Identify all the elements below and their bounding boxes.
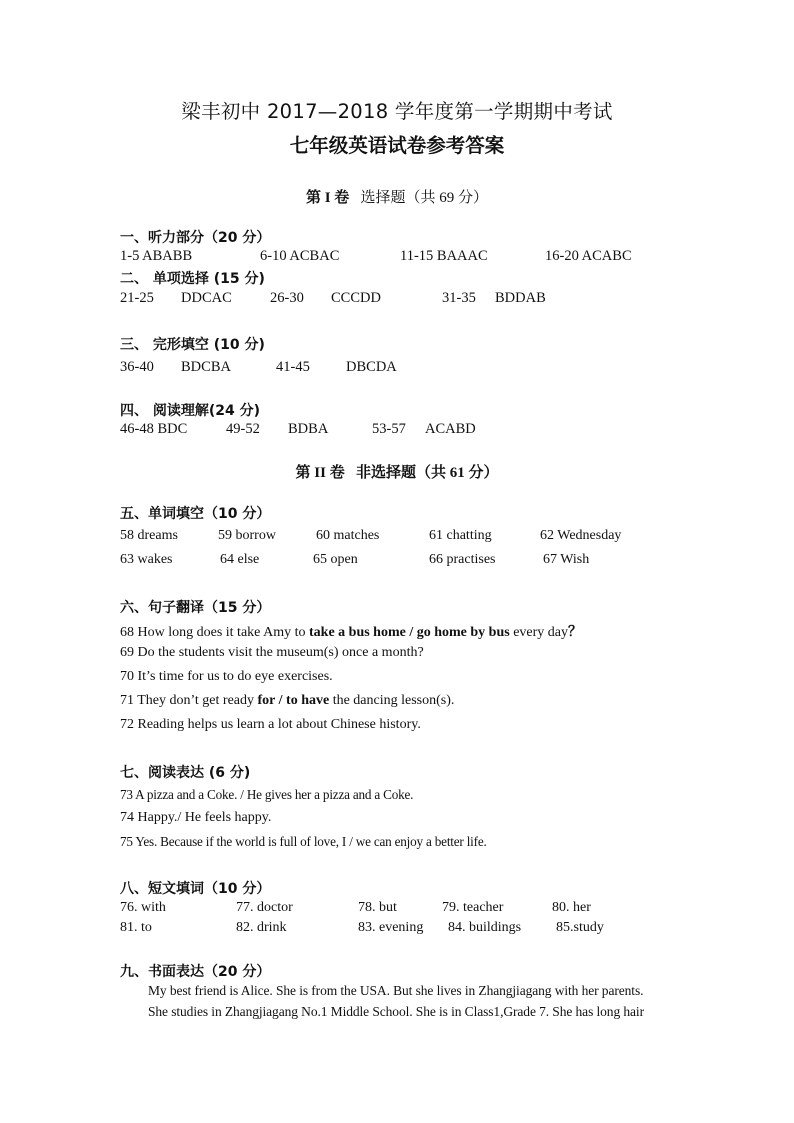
answer-item: 85.study <box>556 920 604 935</box>
answer-group: 6-10 ACBAC <box>260 248 340 264</box>
answer-range: 26-30 <box>270 290 304 306</box>
answer-item: 83. evening <box>358 920 424 935</box>
part-two-title: 非选择题（共 61 分） <box>355 465 499 481</box>
answer-range: 49-52 <box>226 421 260 437</box>
section-heading-multiple-choice: 二、 单项选择 (15 分) <box>120 271 265 287</box>
answer-item: 63 wakes <box>120 552 173 567</box>
answer-group: 16-20 ACABC <box>545 248 632 264</box>
translation-answer-72: 72 Reading helps us learn a lot about Chinese history. <box>120 717 421 732</box>
answer-item: 78. but <box>358 900 397 915</box>
answer-group: 11-15 BAAAC <box>400 248 488 264</box>
essay-line: She studies in Zhangjiagang No.1 Middle School. She is in Class1,Grade 7. She has long hair <box>148 1004 644 1019</box>
answer-range: 31-35 <box>442 290 476 306</box>
answer-item: 80. her <box>552 900 591 915</box>
answer-item: 81. to <box>120 920 152 935</box>
expression-answer-74: 74 Happy./ He feels happy. <box>120 810 272 825</box>
answer-range: 53-57 <box>372 421 406 437</box>
answer-key-phrase: take a bus home / go home by bus <box>309 625 510 640</box>
answer-text: 71 They don’t get ready <box>120 693 258 708</box>
answer-letters: ACABD <box>425 421 476 437</box>
answer-letters: DDCAC <box>181 290 232 306</box>
answer-group: 1-5 ABABB <box>120 248 193 264</box>
part-one-title: 选择题（共 69 分） <box>360 190 489 206</box>
answer-item: 61 chatting <box>429 528 492 543</box>
section-heading-reading-expression: 七、阅读表达 (6 分) <box>120 765 251 781</box>
translation-answer-68 <box>120 621 582 641</box>
answer-item: 82. drink <box>236 920 287 935</box>
answer-letters: BDDAB <box>495 290 546 306</box>
answer-text: every day <box>509 625 569 640</box>
document-subtitle: 七年级英语试卷参考答案 <box>289 134 505 157</box>
answer-text: the dancing lesson(s). <box>329 693 455 708</box>
section-heading-listening: 一、听力部分（20 分） <box>120 230 271 246</box>
translation-answer-69: 69 Do the students visit the museum(s) once a month? <box>120 645 424 660</box>
answer-item: 77. doctor <box>236 900 293 915</box>
answer-group: 46-48 BDC <box>120 421 188 437</box>
answer-item: 60 matches <box>316 528 380 543</box>
expression-answer-73: 73 A pizza and a Coke. / He gives her a pizza and a Coke. <box>120 787 414 802</box>
section-heading-cloze: 三、 完形填空 (10 分) <box>120 337 265 353</box>
part-one-label: 第 I 卷 <box>305 190 350 206</box>
part-two-label: 第 II 卷 <box>295 465 345 481</box>
answer-item: 67 Wish <box>543 552 590 567</box>
answer-item: 66 practises <box>429 552 496 567</box>
section-heading-word-fill: 五、单词填空（10 分） <box>120 506 271 522</box>
essay-line: My best friend is Alice. She is from the USA. But she lives in Zhangjiagang with her parents. <box>148 983 644 998</box>
section-heading-writing: 九、书面表达（20 分） <box>120 964 271 980</box>
answer-range: 41-45 <box>276 359 310 375</box>
answer-key-phrase: for / to have <box>257 693 330 708</box>
answer-item: 64 else <box>220 552 260 567</box>
answer-item: 59 borrow <box>218 528 276 543</box>
answer-item: 76. with <box>120 900 166 915</box>
answer-punctuation: ？ <box>568 625 583 640</box>
answer-item: 58 dreams <box>120 528 178 543</box>
answer-letters: BDCBA <box>181 359 231 375</box>
answer-item: 79. teacher <box>442 900 504 915</box>
section-heading-reading: 四、 阅读理解(24 分) <box>120 403 261 419</box>
answer-item: 65 open <box>313 552 358 567</box>
answer-item: 84. buildings <box>448 920 522 935</box>
answer-range: 21-25 <box>120 290 154 306</box>
answer-letters: DBCDA <box>346 359 397 375</box>
document-title: 梁丰初中 2017—2018 学年度第一学期期中考试 <box>181 100 613 123</box>
answer-item: 62 Wednesday <box>540 528 622 543</box>
part-two-heading <box>0 461 794 482</box>
answer-range: 36-40 <box>120 359 154 375</box>
section-heading-translation: 六、句子翻译（15 分） <box>120 600 271 616</box>
expression-answer-75: 75 Yes. Because if the world is full of love, I / we can enjoy a better life. <box>120 834 487 849</box>
answer-text: 68 How long does it take Amy to <box>120 625 309 640</box>
answer-letters: BDBA <box>288 421 329 437</box>
translation-answer-71 <box>120 693 454 709</box>
answer-letters: CCCDD <box>331 290 381 306</box>
part-one-heading <box>0 186 794 207</box>
translation-answer-70: 70 It’s time for us to do eye exercises. <box>120 669 333 684</box>
section-heading-passage-fill: 八、短文填词（10 分） <box>120 881 271 897</box>
